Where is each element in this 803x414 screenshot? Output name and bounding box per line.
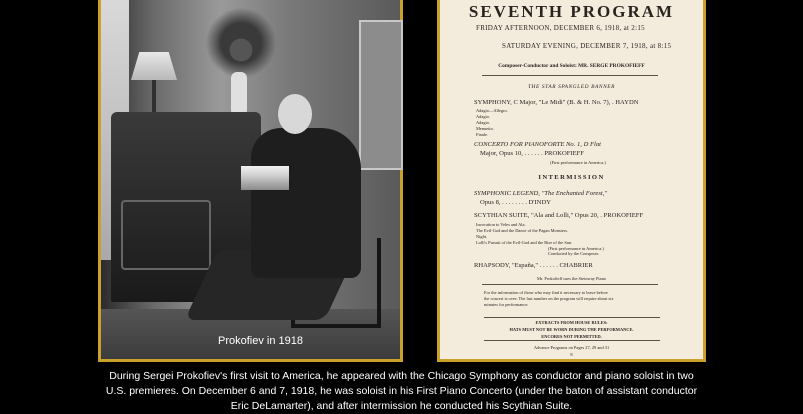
description-line: During Sergei Prokofiev's first visit to America, he appeared with the Chicago Symphony as conductor and piano soloist in two xyxy=(109,370,694,382)
flowers-shape xyxy=(205,8,277,78)
lamp-stem-shape xyxy=(152,80,156,116)
man-head-shape xyxy=(278,94,312,134)
program-piano-note: Mr. Prokofieff uses the Steinway Piano xyxy=(537,276,606,281)
program-intermission: INTERMISSION xyxy=(538,174,605,181)
concert-program xyxy=(440,0,703,359)
house-rules-line: ENCORES NOT PERMITTED. xyxy=(541,334,602,339)
program-info-line: the concert is over: The last number on the program will require about six xyxy=(484,296,614,301)
photo-caption: Prokofiev in 1918 xyxy=(218,335,303,347)
program-date-saturday: SATURDAY EVENING, DECEMBER 7, 1918, at 8:15 xyxy=(502,42,672,50)
vase-shape xyxy=(231,72,247,116)
program-symphony-movement: Adagio. xyxy=(476,114,491,119)
program-rhapsody: RHAPSODY, "España," . . . . . . CHABRIER xyxy=(474,262,593,269)
description-line: Eric DeLamarter), and after intermission he conducted his Scythian Suite. xyxy=(230,400,573,412)
program-symphony-title: SYMPHONY, C Major, "Le Midi" (B. & H. No. 7), . HAYDN xyxy=(474,99,639,106)
program-date-friday: FRIDAY AFTERNOON, DECEMBER 6, 1918, at 2:15 xyxy=(476,24,645,32)
description-line: U.S. premieres. On December 6 and 7, 1918, he was soloist in his First Piano Concerto (under the baton of assistant conductor xyxy=(105,385,698,397)
program-concerto-title: CONCERTO FOR PIANOFORTE No. 1, D Flat xyxy=(474,141,601,148)
wall-panel-shape xyxy=(359,20,403,170)
program-frame xyxy=(437,0,706,362)
program-suite-note: Conducted by the Composer. xyxy=(548,251,599,256)
program-suite-part: Invocation to Veles and Ala. xyxy=(476,222,526,227)
program-suite-title: SCYTHIAN SUITE, "Ala and Lolli," Opus 20, . PROKOFIEFF xyxy=(474,212,644,219)
program-symphony-movement: Adagio—Allegro. xyxy=(476,108,508,113)
program-advance-note: Advance Programs on Pages 27, 29 and 31 xyxy=(533,345,610,350)
program-page-number: 8 xyxy=(570,352,573,357)
photo-frame xyxy=(98,0,403,362)
program-info-line: For the information of those who may find it necessary to leave before xyxy=(484,290,608,295)
desk-drawer-shape xyxy=(121,200,211,270)
house-rules-line: HATS MUST NOT BE WORN DURING THE PERFORMANCE. xyxy=(509,327,634,332)
program-suite-part: Night. xyxy=(476,234,488,239)
program-concerto-note: (First performance in America.) xyxy=(550,160,606,165)
description-text xyxy=(0,369,803,414)
program-soloist: Composer-Conductor and Soloist: MR. SERGE PROKOFIEFF xyxy=(498,63,645,69)
program-info-line: minutes for performance. xyxy=(484,302,529,307)
program-symphony-movement: Adagio. xyxy=(476,120,491,125)
program-suite-part: Lolli's Pursuit of the Evil-God and the Rise of the Sun. xyxy=(476,240,573,245)
program-rule-1 xyxy=(482,75,658,76)
program-suite-note: (First performance in America.) xyxy=(548,246,604,251)
books-shape xyxy=(241,166,289,190)
program-legend-subtitle: Opus 8, . . . . . . . . D'INDY xyxy=(480,199,551,206)
program-symphony-movement: Finale. xyxy=(476,132,489,137)
prokofiev-photo xyxy=(101,0,400,359)
program-anthem: THE STAR SPANGLED BANNER xyxy=(527,84,616,90)
program-suite-part: The Evil-God and the Dance of the Pagan Monsters. xyxy=(476,228,569,233)
lamp-shade-shape xyxy=(131,52,177,80)
program-symphony-movement: Menuetto. xyxy=(476,126,494,131)
program-concerto-subtitle: Major, Opus 10, . . . . . . PROKOFIEFF xyxy=(480,150,584,157)
program-title: SEVENTH PROGRAM xyxy=(468,2,675,21)
man-body-shape xyxy=(251,128,361,278)
program-rule-2 xyxy=(482,284,658,285)
program-legend-title: SYMPHONIC LEGEND, "The Enchanted Forest," xyxy=(474,190,608,197)
house-rules-line: EXTRACTS FROM HOUSE RULES: xyxy=(535,320,608,325)
